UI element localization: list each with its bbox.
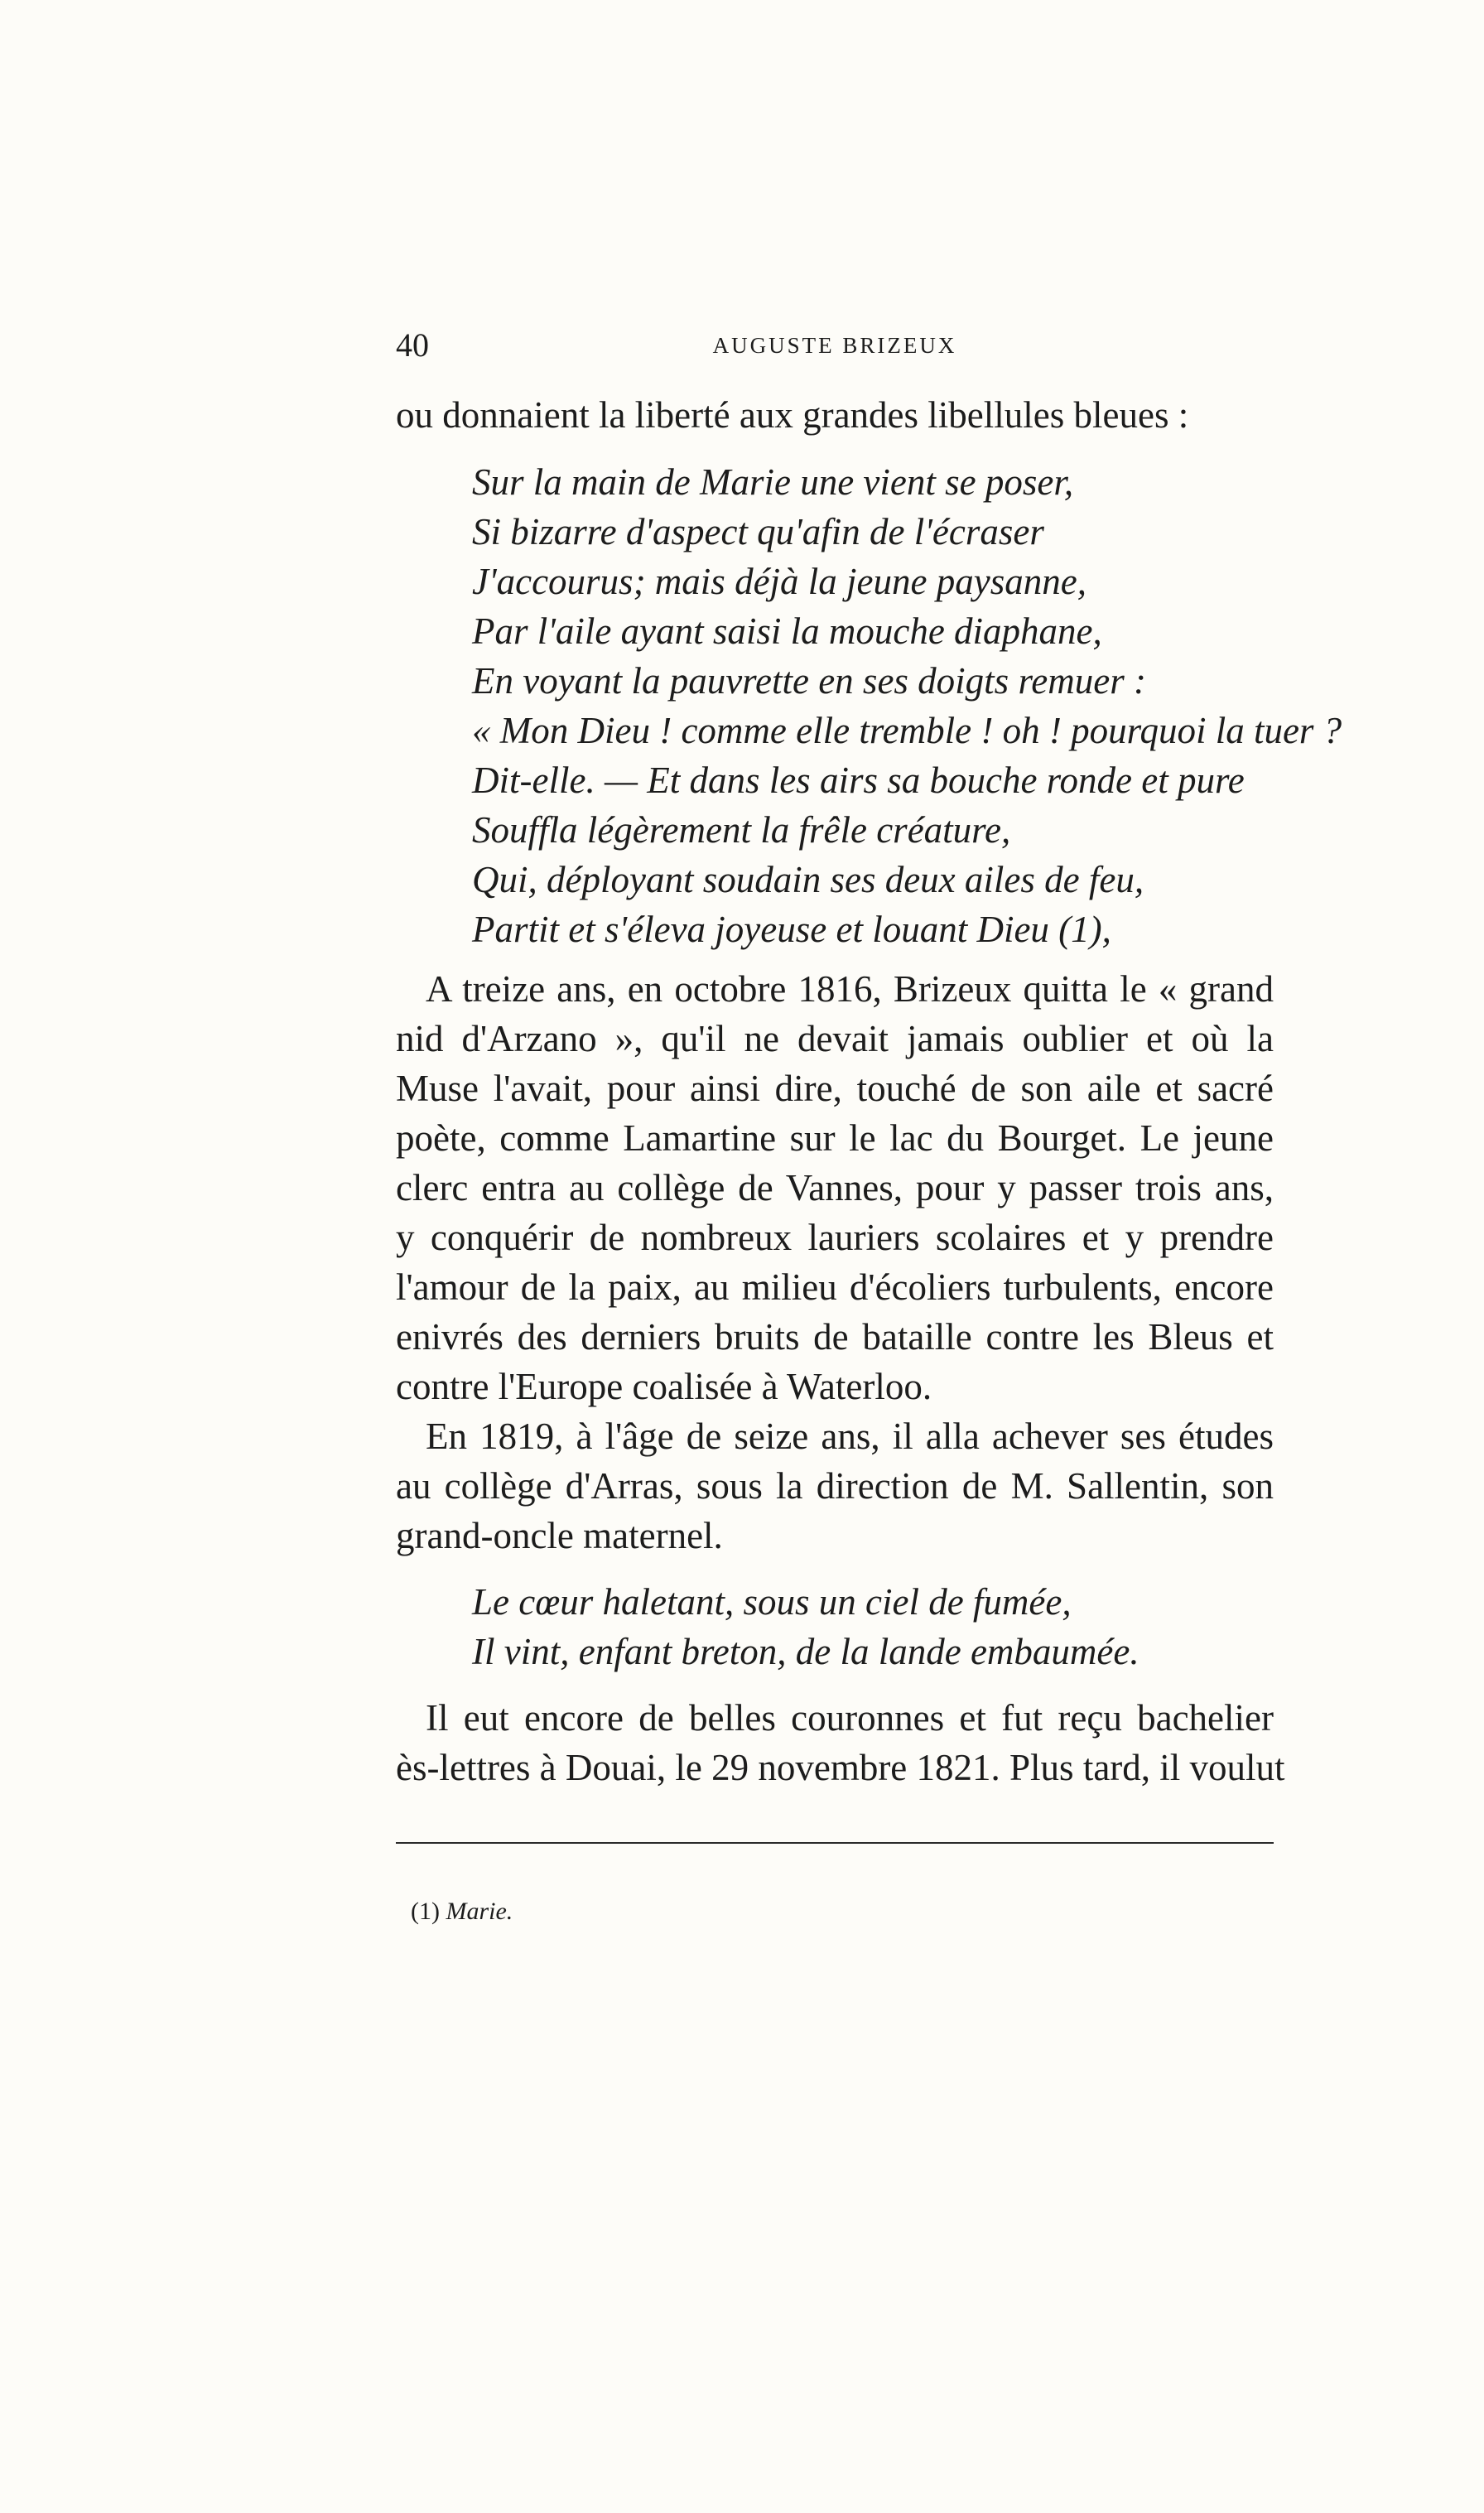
paragraph-line: poète, comme Lamartine sur le lac du Bourget. Le jeune bbox=[396, 1117, 1274, 1159]
paragraph-line: enivrés des derniers bruits de bataille contre les Bleus et bbox=[396, 1316, 1274, 1358]
paragraph-line: grand-oncle maternel. bbox=[396, 1515, 723, 1556]
paragraph-line: l'amour de la paix, au milieu d'écoliers turbulents, encore bbox=[396, 1266, 1274, 1308]
verse-line: Le cœur haletant, sous un ciel de fumée, bbox=[472, 1581, 1072, 1623]
paragraph-line: A treize ans, en octobre 1816, Brizeux quitta le « grand bbox=[426, 968, 1274, 1010]
verse-line: Qui, déployant soudain ses deux ailes de feu, bbox=[472, 859, 1144, 900]
running-title: AUGUSTE BRIZEUX bbox=[712, 333, 957, 358]
paragraph-line: Il eut encore de belles couronnes et fut reçu bachelier bbox=[426, 1697, 1274, 1739]
verse-line: Sur la main de Marie une vient se poser, bbox=[472, 461, 1074, 503]
page-number: 40 bbox=[396, 326, 429, 364]
verse-line: En voyant la pauvrette en ses doigts remuer : bbox=[472, 660, 1146, 702]
verse-line: Il vint, enfant breton, de la lande embaumée. bbox=[472, 1631, 1140, 1672]
verse-line: Partit et s'éleva joyeuse et louant Dieu (1), bbox=[472, 909, 1111, 950]
paragraph-line: En 1819, à l'âge de seize ans, il alla achever ses études bbox=[426, 1416, 1274, 1457]
footnote-divider bbox=[396, 1842, 1274, 1844]
verse-line: Si bizarre d'aspect qu'afin de l'écraser bbox=[472, 511, 1044, 552]
verse-line: Par l'aile ayant saisi la mouche diaphane, bbox=[472, 610, 1102, 652]
footnote bbox=[411, 1895, 513, 1928]
footnote-text: Marie. bbox=[446, 1898, 513, 1925]
verse-line: J'accourus; mais déjà la jeune paysanne, bbox=[472, 561, 1086, 602]
footnote-marker: (1) bbox=[411, 1898, 440, 1925]
page-header bbox=[396, 325, 1274, 366]
verse-line: Dit-elle. — Et dans les airs sa bouche ronde et pure bbox=[472, 760, 1245, 801]
paragraph-line: nid d'Arzano », qu'il ne devait jamais oublier et où la bbox=[396, 1018, 1274, 1059]
paragraph-line: contre l'Europe coalisée à Waterloo. bbox=[396, 1366, 932, 1407]
verse-line: Souffla légèrement la frêle créature, bbox=[472, 809, 1011, 851]
intro-line: ou donnaient la liberté aux grandes libellules bleues : bbox=[396, 394, 1189, 436]
paragraph-line: Muse l'avait, pour ainsi dire, touché de son aile et sacré bbox=[396, 1068, 1274, 1109]
paragraph-line: y conquérir de nombreux lauriers scolaires et y prendre bbox=[396, 1217, 1274, 1258]
paragraph-line: clerc entra au collège de Vannes, pour y passer trois ans, bbox=[396, 1167, 1274, 1208]
verse-line: « Mon Dieu ! comme elle tremble ! oh ! pourquoi la tuer ? bbox=[472, 710, 1342, 751]
paragraph-line: au collège d'Arras, sous la direction de M. Sallentin, son bbox=[396, 1465, 1274, 1507]
paragraph-line: ès-lettres à Douai, le 29 novembre 1821. Plus tard, il voulut bbox=[396, 1747, 1285, 1788]
